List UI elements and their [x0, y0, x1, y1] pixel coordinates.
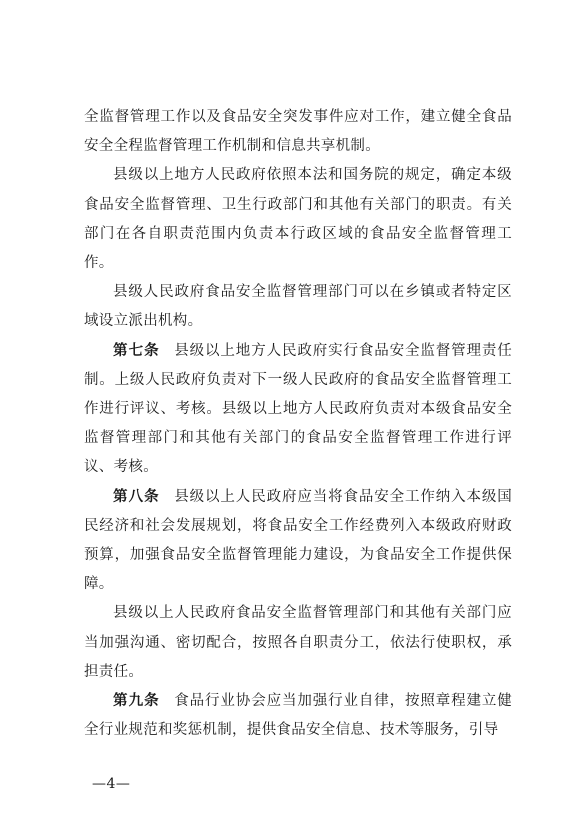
- article-7: [84, 337, 512, 483]
- article-7-label: 第七条: [113, 342, 160, 359]
- paragraph-local-government-duties: [84, 161, 512, 278]
- paragraph-text: 县级人民政府食品安全监督管理部门可以在乡镇或者特定区域设立派出机构。: [84, 284, 512, 330]
- document-body: [84, 103, 512, 745]
- paragraph-text: 县级以上人民政府食品安全监督管理部门和其他有关部门应当加强沟通、密切配合，按照各自职责分工，依法行使职权，承担责任。: [84, 605, 512, 680]
- page-number: —4—: [92, 776, 131, 792]
- paragraph-dispatched-agencies: [84, 278, 512, 336]
- paragraph-continuation: [84, 103, 512, 161]
- article-8-text: 县级以上人民政府应当将食品安全工作纳入本级国民经济和社会发展规划，将食品安全工作经费列入本级政府财政预算，加强食品安全监督管理能力建设，为食品安全工作提供保障。: [84, 488, 512, 593]
- paragraph-text: 县级以上地方人民政府依照本法和国务院的规定，确定本级食品安全监督管理、卫生行政部门和其他有关部门的职责。有关部门在各自职责范围内负责本行政区域的食品安全监督管理工作。: [84, 167, 512, 272]
- article-9-label: 第九条: [113, 693, 160, 710]
- article-7-text: 县级以上地方人民政府实行食品安全监督管理责任制。上级人民政府负责对下一级人民政府的食品安全监督管理工作进行评议、考核。县级以上地方人民政府负责对本级食品安全监督管理部门和其他有关部门的食品安全监督管理工作进行评议、考核。: [84, 342, 512, 476]
- article-9-text: 食品行业协会应当加强行业自律，按照章程建立健全行业规范和奖惩机制，提供食品安全信息、技术等服务，引导: [84, 693, 512, 739]
- article-8: [84, 483, 512, 600]
- paragraph-coordination: [84, 599, 512, 687]
- article-8-label: 第八条: [113, 488, 160, 505]
- article-9: [84, 687, 512, 745]
- paragraph-text: 全监督管理工作以及食品安全突发事件应对工作，建立健全食品安全全程监督管理工作机制和信息共享机制。: [84, 109, 512, 155]
